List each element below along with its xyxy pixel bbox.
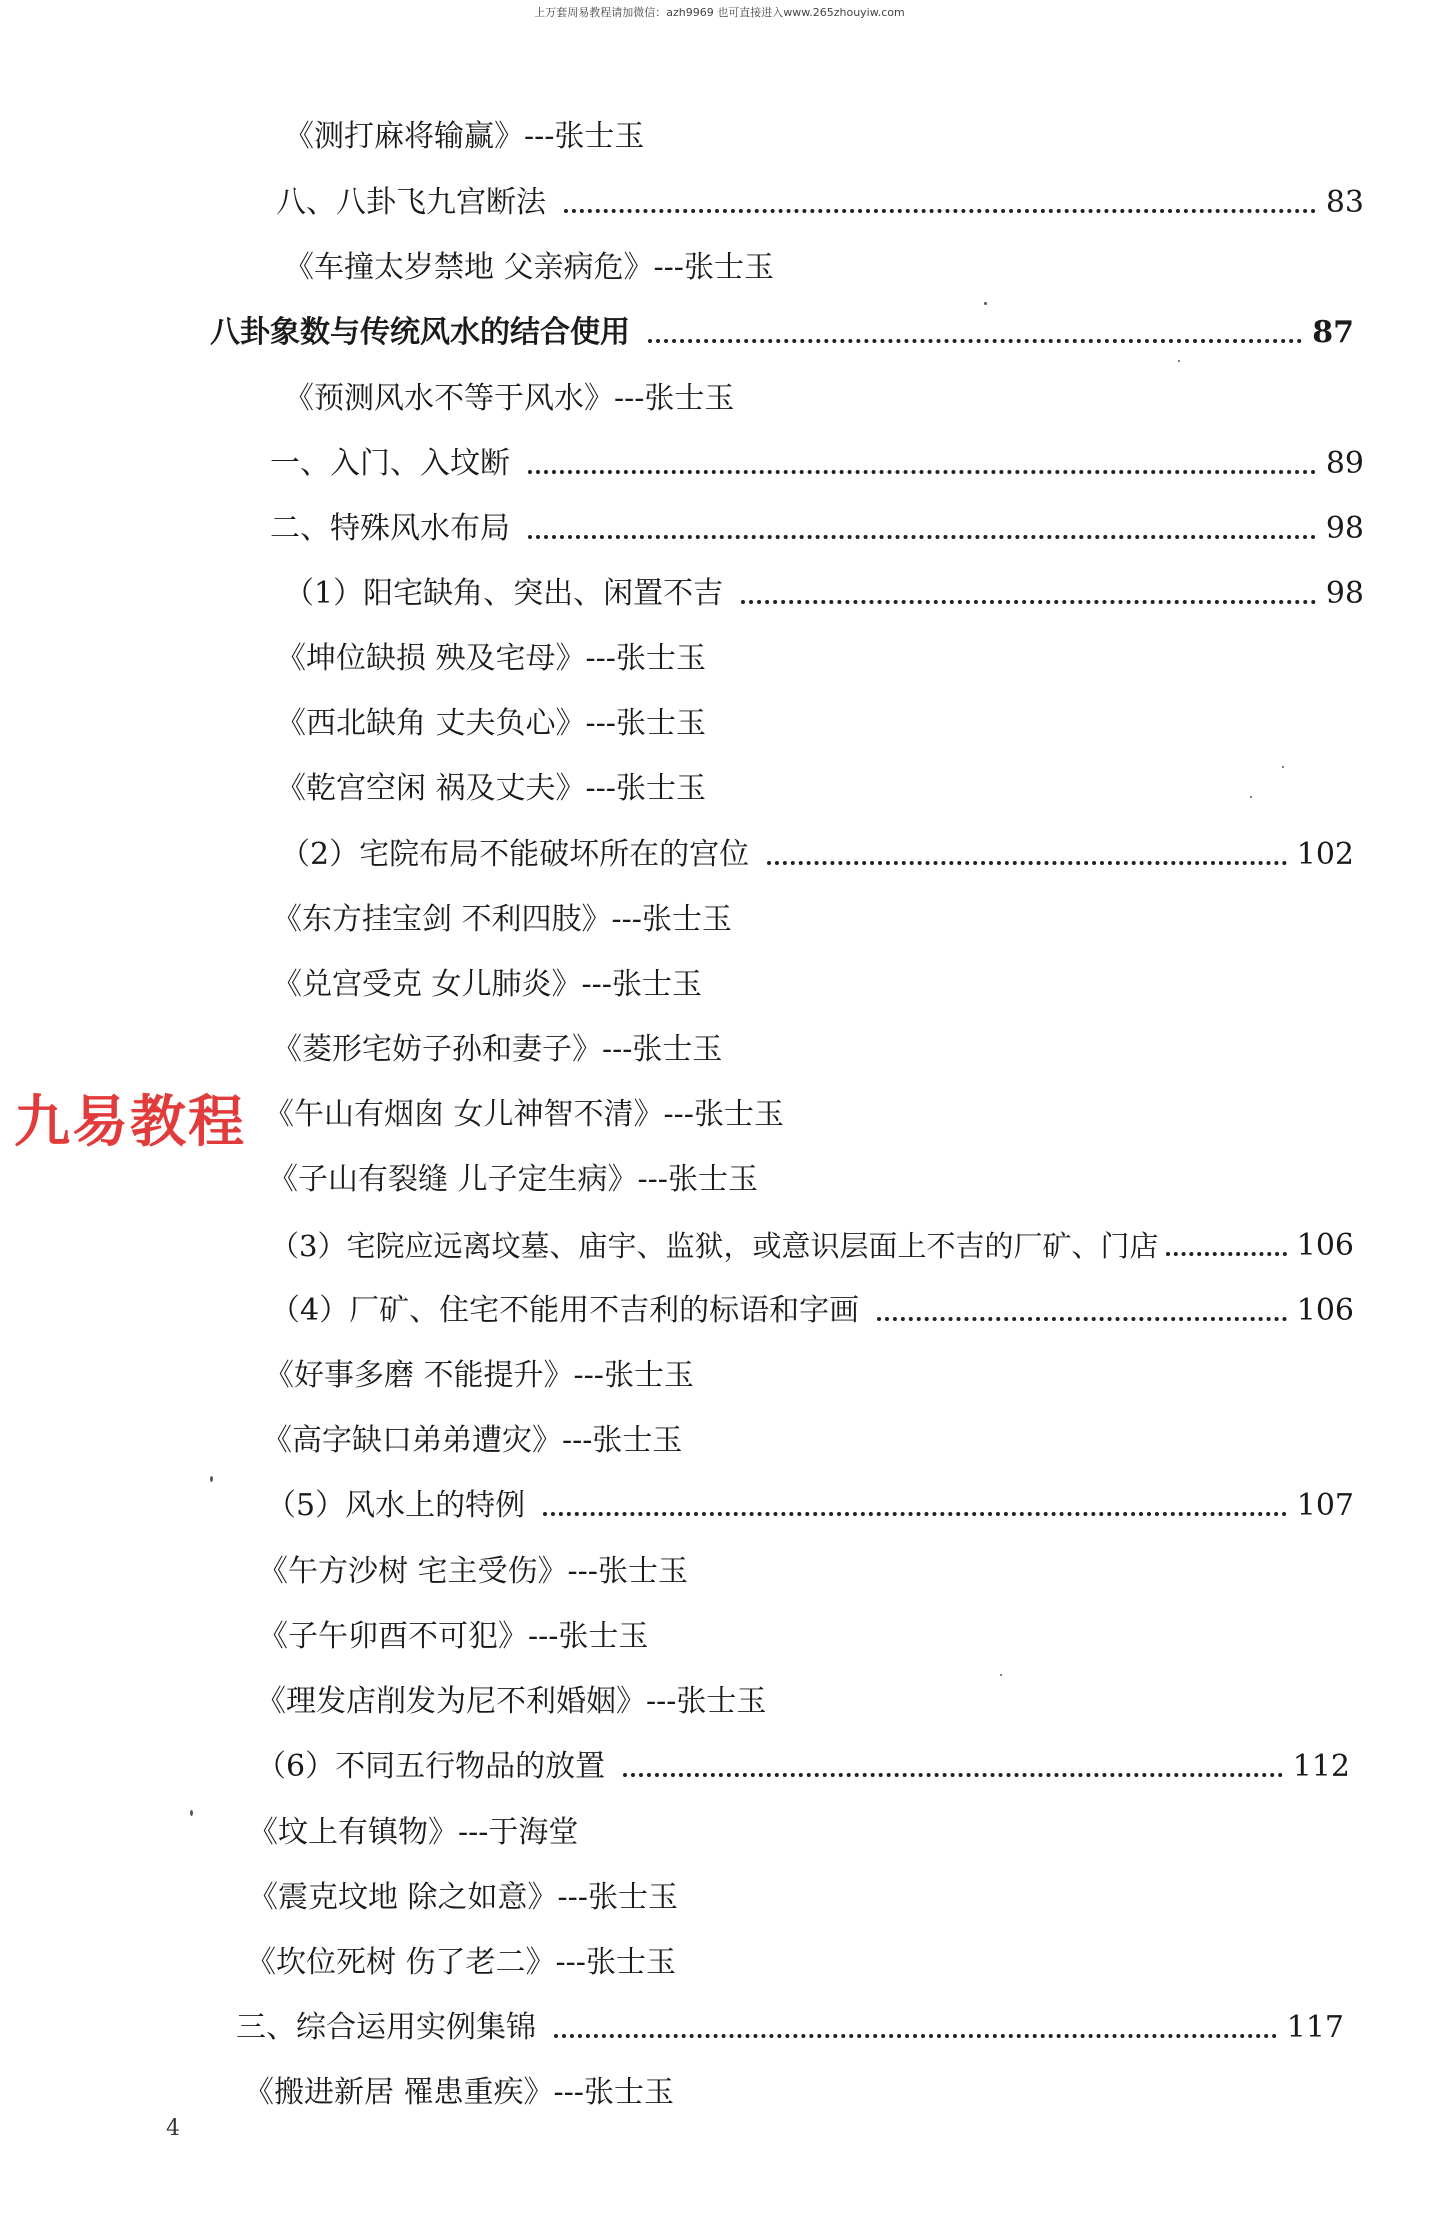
toc-entry-label: 八卦象数与传统风水的结合使用 [210, 315, 630, 350]
toc-entry [276, 637, 706, 681]
toc-entry-label: （3）宅院应远离坟墓、庙宇、监狱，或意识层面上不吉的厂矿、门店 [270, 1229, 1159, 1263]
toc-entry [266, 1484, 1354, 1528]
toc-entry-label: 《震克坟地 除之如意》---张士玉 [248, 1880, 678, 1915]
toc-entry [264, 1354, 694, 1398]
scan-speck [190, 1810, 193, 1816]
toc-entry [270, 1224, 1354, 1268]
toc-entry-label: 《好事多磨 不能提升》---张士玉 [264, 1358, 694, 1393]
toc-entry-label: 《车撞太岁禁地 父亲病危》---张士玉 [284, 250, 774, 285]
toc-entry-page: 89 [1325, 446, 1364, 481]
dot-leader [648, 339, 1302, 343]
toc-entry-page: 102 [1296, 837, 1354, 872]
toc-entry [258, 1550, 688, 1594]
scan-speck [1000, 1674, 1002, 1676]
toc-entry-page: 112 [1292, 1749, 1350, 1784]
toc-entry-label: 《坟上有镇物》---于海堂 [248, 1815, 579, 1850]
watermark-logo: 九易教程 [14, 1090, 246, 1155]
toc-entry-label: 《高字缺口弟弟遭灾》---张士玉 [262, 1423, 683, 1458]
toc-entry-label: （6）不同五行物品的放置 [256, 1749, 606, 1784]
toc-entry-label: （4）厂矿、住宅不能用不吉利的标语和字画 [270, 1293, 860, 1328]
toc-entry-label: 《搬进新居 罹患重疾》---张士玉 [244, 2075, 674, 2110]
page-header-note: 上万套周易教程请加微信：azh9969 也可直接进入www.265zhouyiw.com [534, 6, 905, 19]
toc-entry [248, 1876, 678, 1920]
toc-entry-page: 98 [1325, 576, 1364, 611]
toc-entry-label: 一、入门、入坟断 [270, 446, 510, 481]
toc-entry [262, 1419, 682, 1463]
toc-entry-page: 106 [1296, 1228, 1354, 1263]
toc-entry [284, 572, 1364, 616]
toc-entry-label: 《测打麻将输赢》---张士玉 [284, 119, 645, 154]
toc-entry-label: 《坤位缺损 殃及宅母》---张士玉 [276, 641, 706, 676]
toc-entry-label: 《预测风水不等于风水》---张士玉 [284, 381, 735, 416]
toc-entry-page: 117 [1286, 2010, 1344, 2045]
toc-entry-label: 《菱形宅妨子孙和妻子》---张士玉 [272, 1032, 723, 1067]
toc-entry-label: （1）阳宅缺角、突出、闲置不吉 [284, 576, 724, 611]
dot-leader [554, 2034, 1277, 2038]
toc-entry-label: 《子午卯酉不可犯》---张士玉 [258, 1619, 649, 1654]
toc-entry-label: 《理发店削发为尼不利婚姻》---张士玉 [256, 1684, 767, 1719]
toc-entry-label: （5）风水上的特例 [266, 1488, 526, 1523]
toc-section-entry [210, 311, 1354, 355]
page-number: 4 [166, 2116, 180, 2141]
toc-entry-label: 《西北缺角 丈夫负心》---张士玉 [276, 706, 706, 741]
scan-speck [210, 1476, 213, 1482]
toc-entry [276, 767, 706, 811]
toc-entry [270, 1289, 1354, 1333]
toc-entry [284, 246, 774, 290]
toc-entry-page: 107 [1296, 1488, 1354, 1523]
toc-entry [268, 1158, 758, 1202]
dot-leader [564, 209, 1316, 213]
dot-leader [623, 1773, 1283, 1777]
toc-entry [284, 377, 734, 421]
scan-speck [1250, 796, 1252, 798]
scan-speck [1178, 360, 1180, 362]
dot-leader [1166, 1252, 1286, 1256]
toc-entry [284, 115, 644, 159]
toc-entry-label: 《东方挂宝剑 不利四肢》---张士玉 [272, 902, 732, 937]
toc-entry [276, 702, 706, 746]
toc-entry [256, 1745, 1350, 1789]
toc-entry [246, 1941, 676, 1985]
scan-speck [1282, 766, 1284, 768]
toc-entry-page: 83 [1325, 185, 1364, 220]
toc-entry-label: 《坎位死树 伤了老二》---张士玉 [246, 1945, 676, 1980]
dot-leader [877, 1317, 1287, 1321]
toc-entry [248, 1811, 578, 1855]
toc-entry-label: （2）宅院布局不能破坏所在的宫位 [280, 837, 750, 872]
toc-entry [272, 963, 702, 1007]
toc-entry-label: 《午方沙树 宅主受伤》---张士玉 [258, 1554, 688, 1589]
toc-entry [244, 2071, 674, 2115]
toc-entry-label: 《兑宫受克 女儿肺炎》---张士玉 [272, 967, 702, 1002]
dot-leader [528, 470, 1316, 474]
toc-entry-label: 二、特殊风水布局 [270, 511, 510, 546]
toc-entry [272, 1028, 722, 1072]
toc-entry [264, 1093, 784, 1137]
toc-entry-label: 三、综合运用实例集锦 [236, 2010, 536, 2045]
toc-entry [280, 833, 1354, 877]
toc-entry [256, 1680, 766, 1724]
toc-entry-page: 98 [1325, 511, 1364, 546]
toc-entry-label: 八、八卦飞九宫断法 [276, 185, 546, 220]
dot-leader [741, 600, 1316, 604]
scan-speck [984, 302, 987, 305]
dot-leader [528, 535, 1316, 539]
toc-entry-page: 106 [1296, 1293, 1354, 1328]
toc-entry-label: 《子山有裂缝 儿子定生病》---张士玉 [268, 1162, 758, 1197]
toc-entry [236, 2006, 1344, 2050]
toc-entry [270, 442, 1364, 486]
dot-leader [767, 861, 1287, 865]
toc-entry [276, 181, 1364, 225]
dot-leader [543, 1512, 1287, 1516]
toc-entry-label: 《午山有烟囱 女儿神智不清》---张士玉 [264, 1097, 784, 1132]
toc-entry [258, 1615, 648, 1659]
toc-entry [272, 898, 732, 942]
toc-entry [270, 507, 1364, 551]
toc-entry-page: 87 [1312, 315, 1354, 350]
toc-entry-label: 《乾宫空闲 祸及丈夫》---张士玉 [276, 771, 706, 806]
